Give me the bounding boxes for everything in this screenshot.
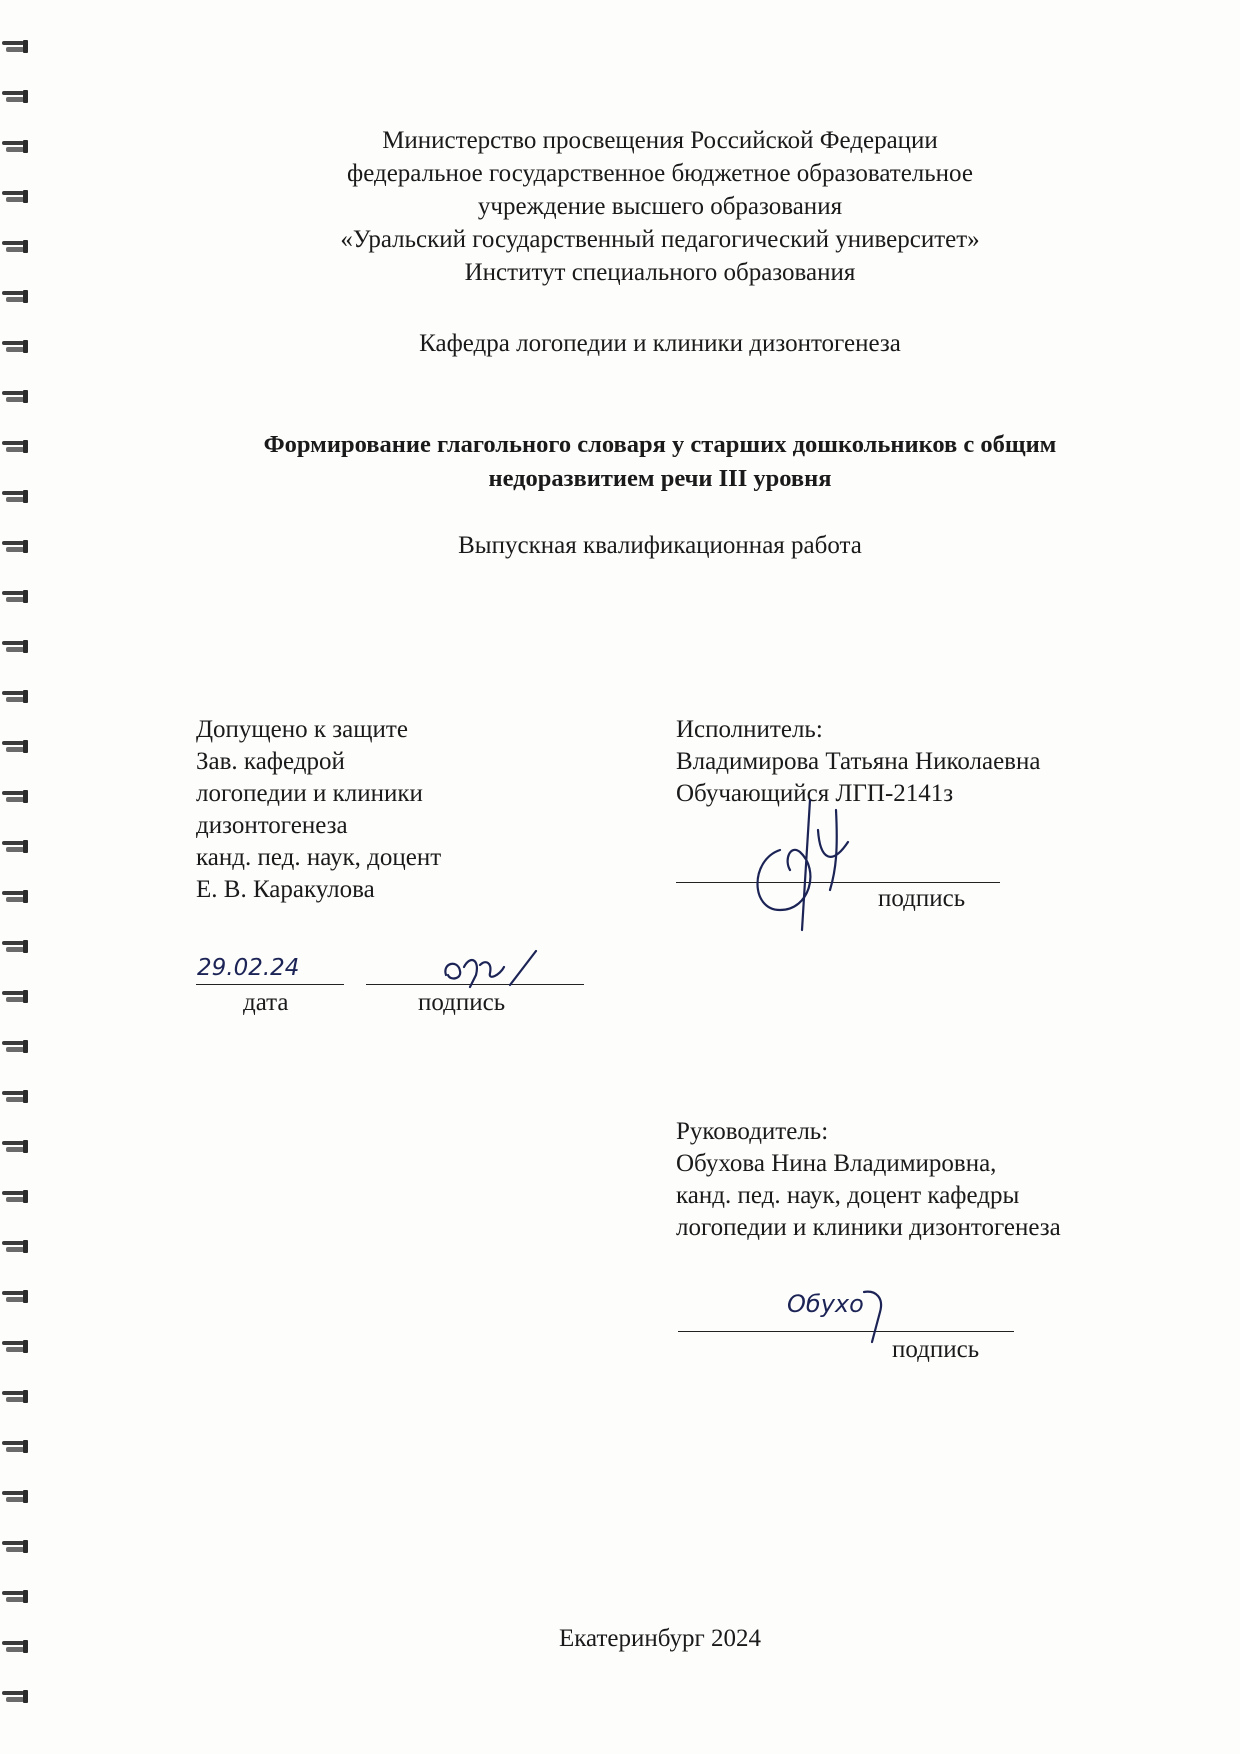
supervisor-name: Обухова Нина Владимировна, — [676, 1150, 997, 1177]
binding-ring — [0, 1040, 30, 1054]
binding-ring — [0, 740, 30, 754]
binding-ring — [0, 1140, 30, 1154]
binding-ring — [0, 390, 30, 404]
executor-label: Исполнитель: — [676, 716, 823, 743]
binding-ring — [0, 1490, 30, 1504]
thesis-title-line-1: Формирование глагольного словаря у старших дошкольников с общим — [263, 431, 1057, 458]
supervisor-signature-tail — [858, 1286, 898, 1346]
binding-ring — [0, 940, 30, 954]
executor-signature — [740, 790, 870, 940]
date-caption: дата — [243, 989, 289, 1016]
city-year: Екатеринбург 2024 — [558, 1625, 762, 1652]
binding-ring — [0, 1440, 30, 1454]
admission-block — [196, 714, 576, 906]
supervisor-signature-caption: подпись — [892, 1336, 980, 1363]
binding-ring — [0, 790, 30, 804]
supervisor-signature-handwritten: Обухо — [787, 1290, 864, 1318]
head-title: Зав. кафедрой — [196, 748, 345, 775]
binding-ring — [0, 890, 30, 904]
admission-signature-caption: подпись — [418, 989, 506, 1016]
university-name: «Уральский государственный педагогический университет» — [340, 226, 980, 253]
supervisor-block — [676, 1116, 1156, 1244]
binding-ring — [0, 440, 30, 454]
admission-date-handwritten: 29.02.24 — [197, 955, 300, 981]
binding-ring — [0, 1190, 30, 1204]
binding-ring — [0, 340, 30, 354]
work-type: Выпускная квалификационная работа — [458, 532, 862, 559]
admission-signature — [440, 945, 560, 995]
binding-ring — [0, 1390, 30, 1404]
binding-ring — [0, 1590, 30, 1604]
head-degree: канд. пед. наук, доцент — [196, 844, 442, 871]
binding-ring — [0, 640, 30, 654]
spiral-binding — [0, 40, 40, 1740]
organization-line-1: федеральное государственное бюджетное образовательное — [347, 160, 973, 187]
binding-ring — [0, 290, 30, 304]
head-name: Е. В. Каракулова — [196, 876, 375, 903]
binding-ring — [0, 490, 30, 504]
binding-ring — [0, 1290, 30, 1304]
thesis-title-line-2: недоразвитием речи III уровня — [488, 465, 832, 492]
binding-ring — [0, 1240, 30, 1254]
organization-line-2: учреждение высшего образования — [477, 193, 843, 220]
ministry-line: Министерство просвещения Российской Федерации — [382, 127, 938, 154]
binding-ring — [0, 690, 30, 704]
supervisor-position-1: канд. пед. наук, доцент кафедры — [676, 1182, 1020, 1209]
supervisor-signature-line — [678, 1331, 1014, 1332]
binding-ring — [0, 1690, 30, 1704]
institution-header — [170, 124, 1150, 289]
date-line — [196, 984, 344, 985]
head-department-2: дизонтогенеза — [196, 812, 348, 839]
binding-ring — [0, 40, 30, 54]
binding-ring — [0, 1090, 30, 1104]
supervisor-position-2: логопедии и клиники дизонтогенеза — [676, 1214, 1061, 1241]
binding-ring — [0, 990, 30, 1004]
executor-group: Обучающийся ЛГП-2141з — [676, 780, 954, 807]
head-department-1: логопедии и клиники — [196, 780, 423, 807]
binding-ring — [0, 840, 30, 854]
executor-signature-caption: подпись — [878, 885, 966, 912]
binding-ring — [0, 1540, 30, 1554]
binding-ring — [0, 540, 30, 554]
binding-ring — [0, 190, 30, 204]
supervisor-label: Руководитель: — [676, 1118, 829, 1145]
institute-name: Институт специального образования — [464, 259, 856, 286]
binding-ring — [0, 140, 30, 154]
admission-heading: Допущено к защите — [196, 716, 408, 743]
binding-ring — [0, 590, 30, 604]
binding-ring — [0, 240, 30, 254]
thesis-title — [170, 428, 1150, 496]
executor-name: Владимирова Татьяна Николаевна — [676, 748, 1041, 775]
binding-ring — [0, 1340, 30, 1354]
binding-ring — [0, 1640, 30, 1654]
binding-ring — [0, 90, 30, 104]
department-name: Кафедра логопедии и клиники дизонтогенеза — [419, 330, 901, 357]
